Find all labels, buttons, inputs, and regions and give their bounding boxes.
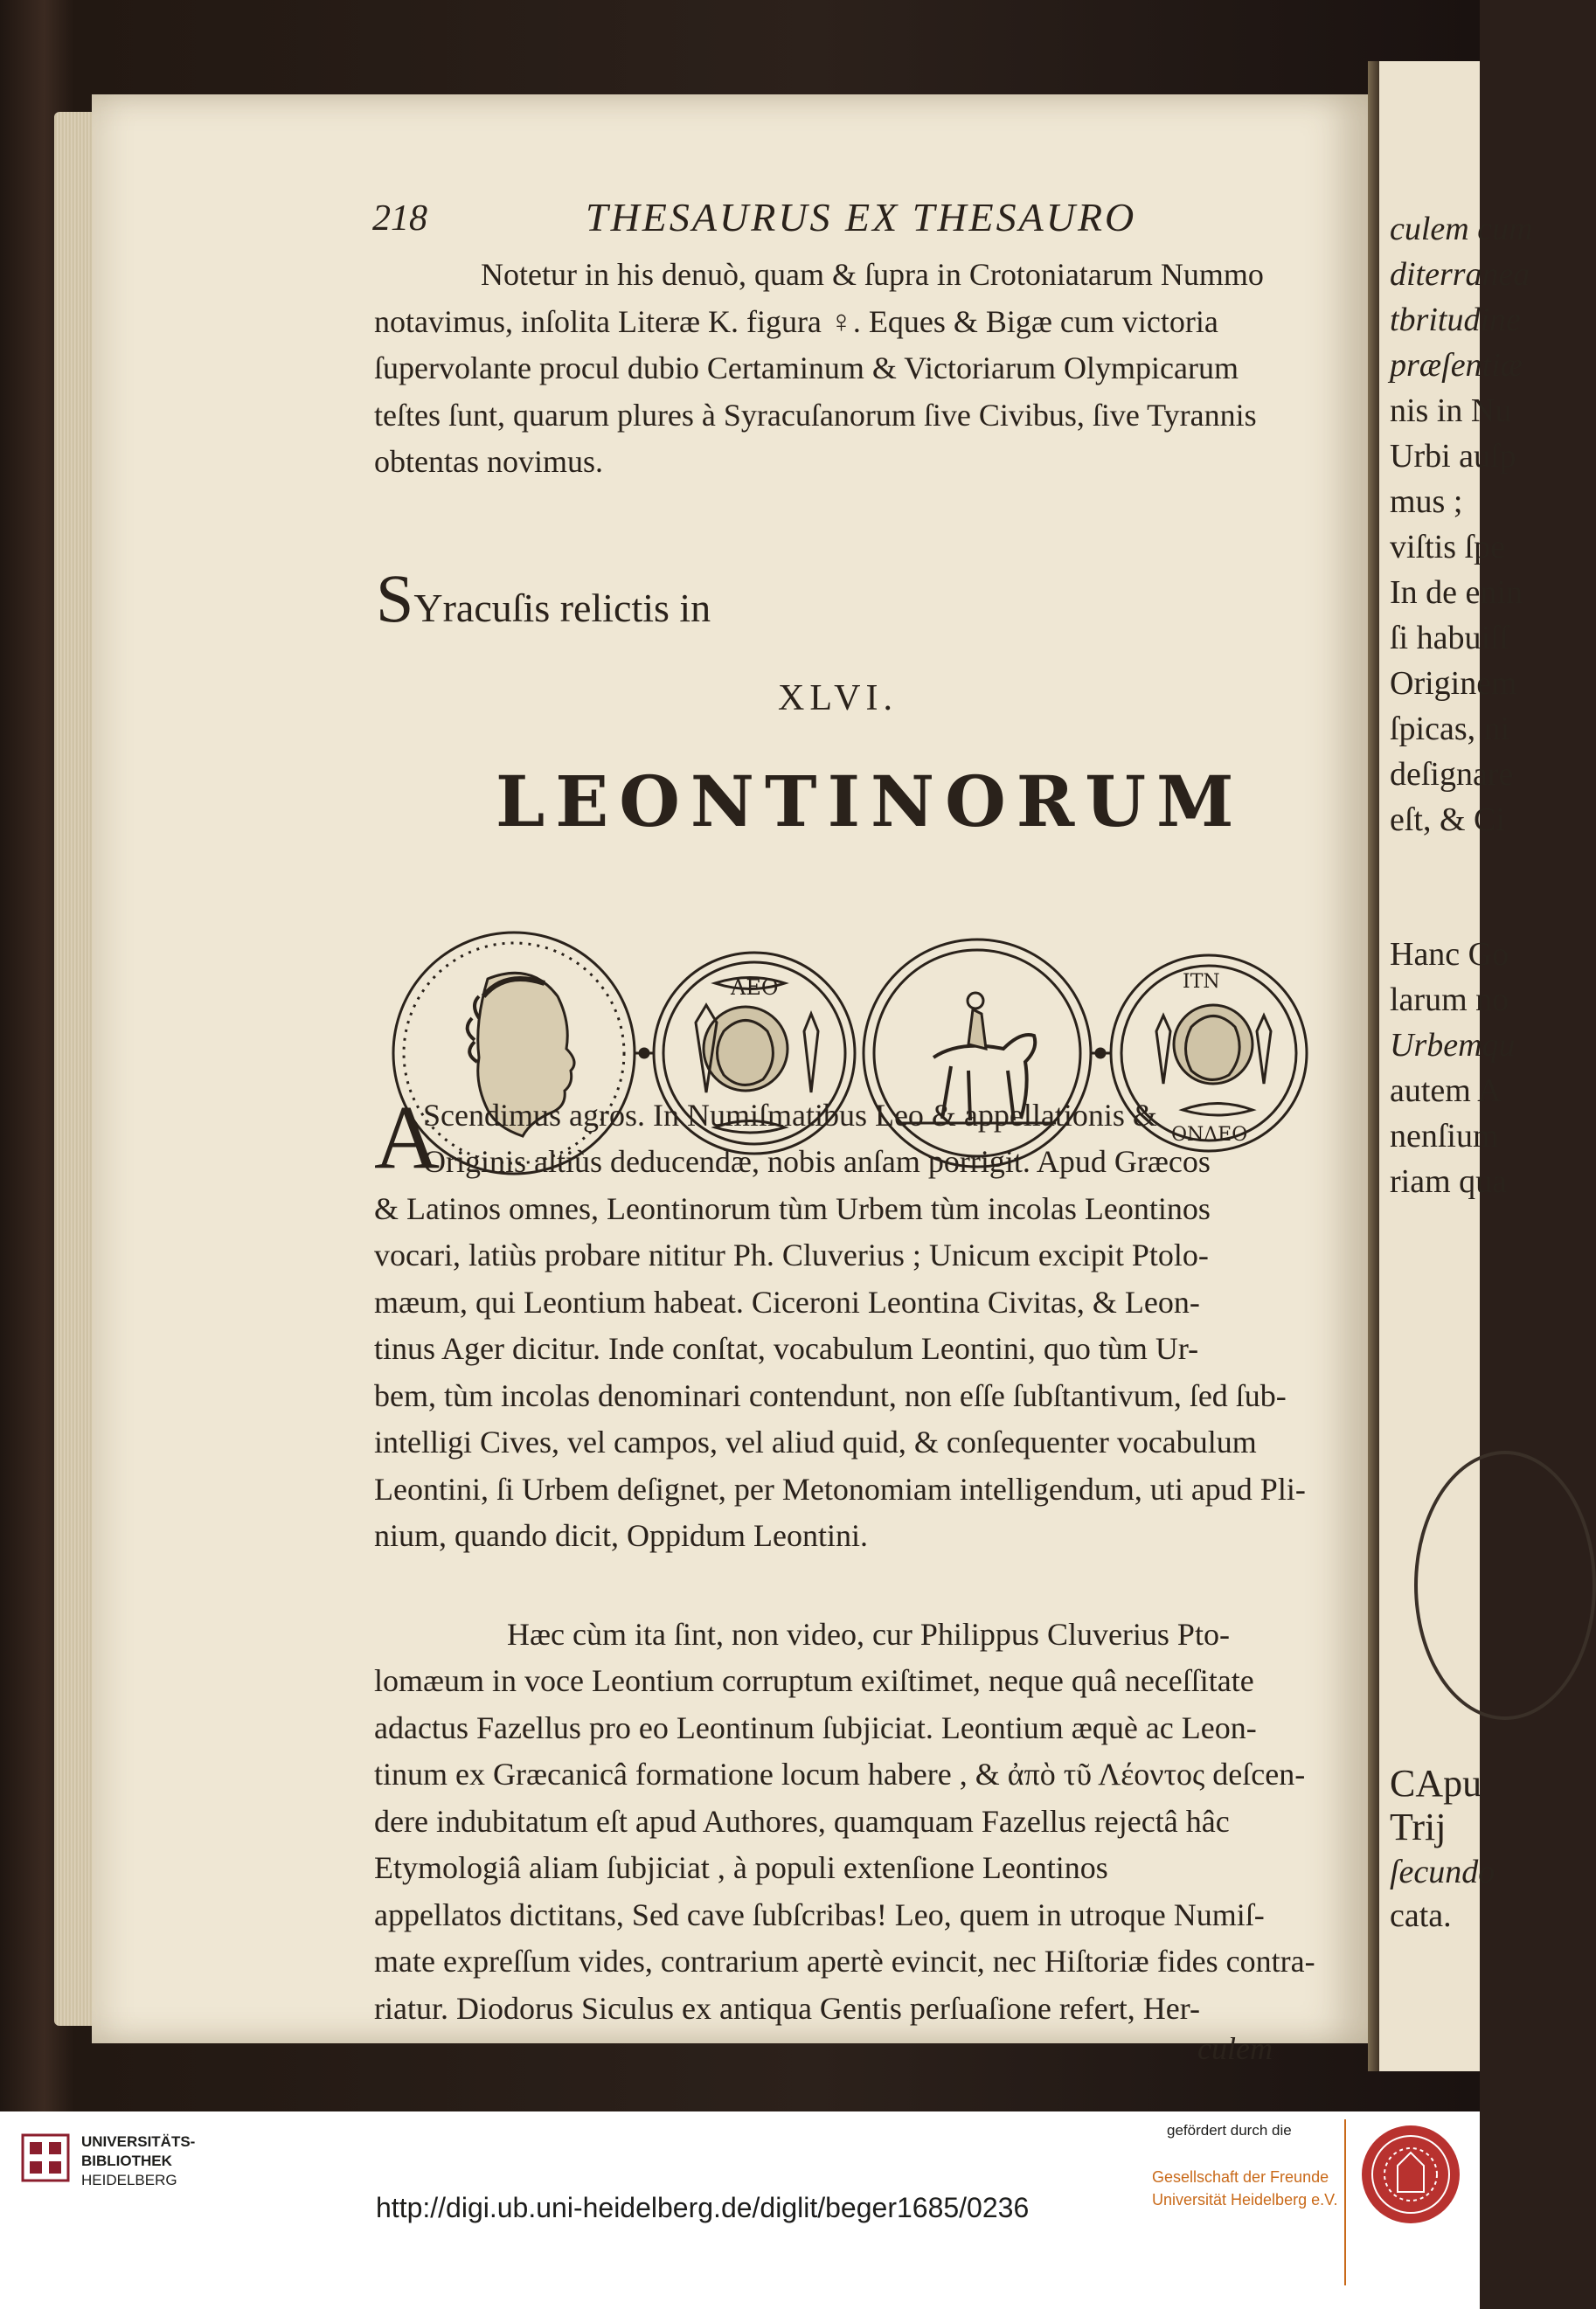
institution-name — [81, 2132, 195, 2190]
facing-line: eſt, & Ci — [1390, 801, 1505, 838]
para1-line: obtentas novimus. — [374, 444, 603, 479]
institution-line: HEIDELBERG — [81, 2172, 177, 2188]
para3-line: appellatos dictitans, Sed cave ſubſcribas! Leo, quem in utroque Numiſ- — [374, 1897, 1265, 1932]
para2-line: Scendimus agros. In Numiſmatibus Leo & appellationis & — [423, 1098, 1157, 1133]
sponsor-name[interactable] — [1152, 2166, 1337, 2211]
para3-line: dere indubitatum eſt apud Authores, quamquam Fazellus rejectâ hâc — [374, 1804, 1230, 1839]
facing-line: culem cum — [1390, 211, 1533, 247]
facing-line: Urbi auſp — [1390, 438, 1516, 475]
para3-line: mate expreſſum vides, contrarium apertè evincit, nec Hiſtoriæ fides contra- — [374, 1944, 1315, 1979]
para3-line: tinum ex Græcanicâ formatione locum habere , & ἀπὸ τῦ Λέοντος deſcen- — [374, 1757, 1306, 1792]
para2-line: bem, tùm incolas denominari contendunt, non eſſe ſubſtantivum, ſed ſub- — [374, 1378, 1287, 1413]
section-intro-cap: S — [376, 560, 414, 636]
institution-line: BIBLIOTHEK — [81, 2153, 172, 2169]
para1-line: ſupervolante procul dubio Certaminum & Victoriarum Olympicarum — [374, 350, 1239, 385]
para3-line: lomæum in voce Leontium corruptum exiſtimet, neque quâ neceſſitate — [374, 1663, 1254, 1698]
facing-line: præſentiæ — [1390, 347, 1523, 384]
coin2-legend: ΛΕΟ — [731, 975, 779, 1000]
page-number: 218 — [372, 198, 427, 239]
para2-line: intelligi Cives, vel campos, vel aliud quid, & conſequenter vocabulum — [374, 1425, 1257, 1460]
facing-line: riam qua — [1390, 1163, 1508, 1200]
section-intro — [376, 559, 711, 638]
running-title: THESAURUS EX THESAURO — [586, 195, 1137, 239]
facing-line: In de enin — [1390, 574, 1523, 611]
para2-line: nium, quando dicit, Oppidum Leontini. — [374, 1518, 868, 1553]
para3-line: riatur. Diodorus Siculus ex antiqua Gentis perſuaſione refert, Her- — [374, 1991, 1200, 2026]
permalink-url[interactable]: http://digi.ub.uni-heidelberg.de/diglit/beger1685/0236 — [376, 2192, 1030, 2223]
para2-line: Originis altiùs deducendæ, nobis anſam porrigit. Apud Græcos — [423, 1144, 1211, 1179]
sponsor-line: Gesellschaft der Freunde — [1152, 2168, 1329, 2186]
facing-line: Trij — [1390, 1806, 1447, 1848]
facing-line: mus ; — [1390, 483, 1463, 520]
facing-line: cata. — [1390, 1897, 1452, 1934]
para2-line: Leontini, ſi Urbem deſignet, per Metonomiam intelligendum, uti apud Pli- — [374, 1472, 1306, 1507]
sponsor-line: Universität Heidelberg e.V. — [1152, 2191, 1338, 2208]
facing-line: larum no — [1390, 981, 1509, 1018]
facing-line: viſtis ſpe — [1390, 529, 1505, 565]
section-title: LEONTINORUM — [496, 760, 1245, 842]
facing-line: tbritudine — [1390, 302, 1521, 338]
facing-line: autem A — [1390, 1072, 1502, 1109]
para1-line: Notetur in his denuò, quam & ſupra in Crotoniatarum Nummo — [481, 257, 1264, 292]
para1-line: notavimus, inſolita Literæ K. figura ♀. Eques & Bigæ cum victoria — [374, 304, 1218, 339]
para2-line: tinus Ager dicitur. Inde conſtat, vocabulum Leontini, quo tùm Ur- — [374, 1331, 1199, 1366]
facing-line: ſecundo — [1390, 1854, 1495, 1890]
facing-line: Hanc Go — [1390, 936, 1509, 973]
catchword: culem — [1197, 2031, 1273, 2066]
para2-line: mæum, qui Leontium habeat. Ciceroni Leontina Civitas, & Leon- — [374, 1285, 1200, 1320]
facing-line: ſi habuiſſ — [1390, 620, 1509, 656]
facing-line: Originem — [1390, 665, 1517, 702]
university-seal-icon — [1358, 2122, 1463, 2227]
para1-line: teſtes ſunt, quarum plures à Syracuſanorum ſive Civibus, ſive Tyrannis — [374, 398, 1257, 433]
para3-line: Etymologiâ aliam ſubjiciat , à populi extenſione Leontinos — [374, 1850, 1108, 1885]
section-numeral: XLVI. — [778, 678, 898, 718]
section-intro-rest: Yracuſis relictis in — [413, 586, 711, 630]
facing-page — [1379, 61, 1533, 2071]
para3-line: Hæc cùm ita ſint, non video, cur Philippus Cluverius Pto- — [507, 1617, 1230, 1652]
facing-line: ſpicas, ni — [1390, 711, 1510, 747]
para2-line: vocari, latiùs probare nititur Ph. Cluverius ; Unicum excipit Ptolo- — [374, 1238, 1209, 1272]
para2-line: & Latinos omnes, Leontinorum tùm Urbem tùm incolas Leontinos — [374, 1191, 1211, 1226]
sponsor-label: gefördert durch die — [1167, 2122, 1292, 2139]
footer-divider — [1344, 2119, 1346, 2285]
institution-line: UNIVERSITÄTS- — [81, 2133, 196, 2150]
facing-line: nenſium — [1390, 1118, 1499, 1154]
drop-cap: A — [374, 1087, 441, 1188]
facing-coin-illustration — [1414, 1451, 1596, 1720]
facing-line: deſignare — [1390, 756, 1514, 793]
facing-line: diterranea — [1390, 256, 1530, 293]
facing-line: CApu — [1390, 1762, 1482, 1805]
facing-line: nis in Nu — [1390, 392, 1512, 429]
para3-line: adactus Fazellus pro eo Leontinum ſubjiciat. Leontium æquè ac Leon- — [374, 1710, 1257, 1745]
coin4-legend-top: ΙΤΝ — [1183, 971, 1220, 993]
university-library-logo — [19, 2132, 72, 2184]
coin4-legend-bottom: ΟΝΛΕΟ — [1171, 1124, 1248, 1146]
facing-line: Urbemqu — [1390, 1027, 1516, 1064]
